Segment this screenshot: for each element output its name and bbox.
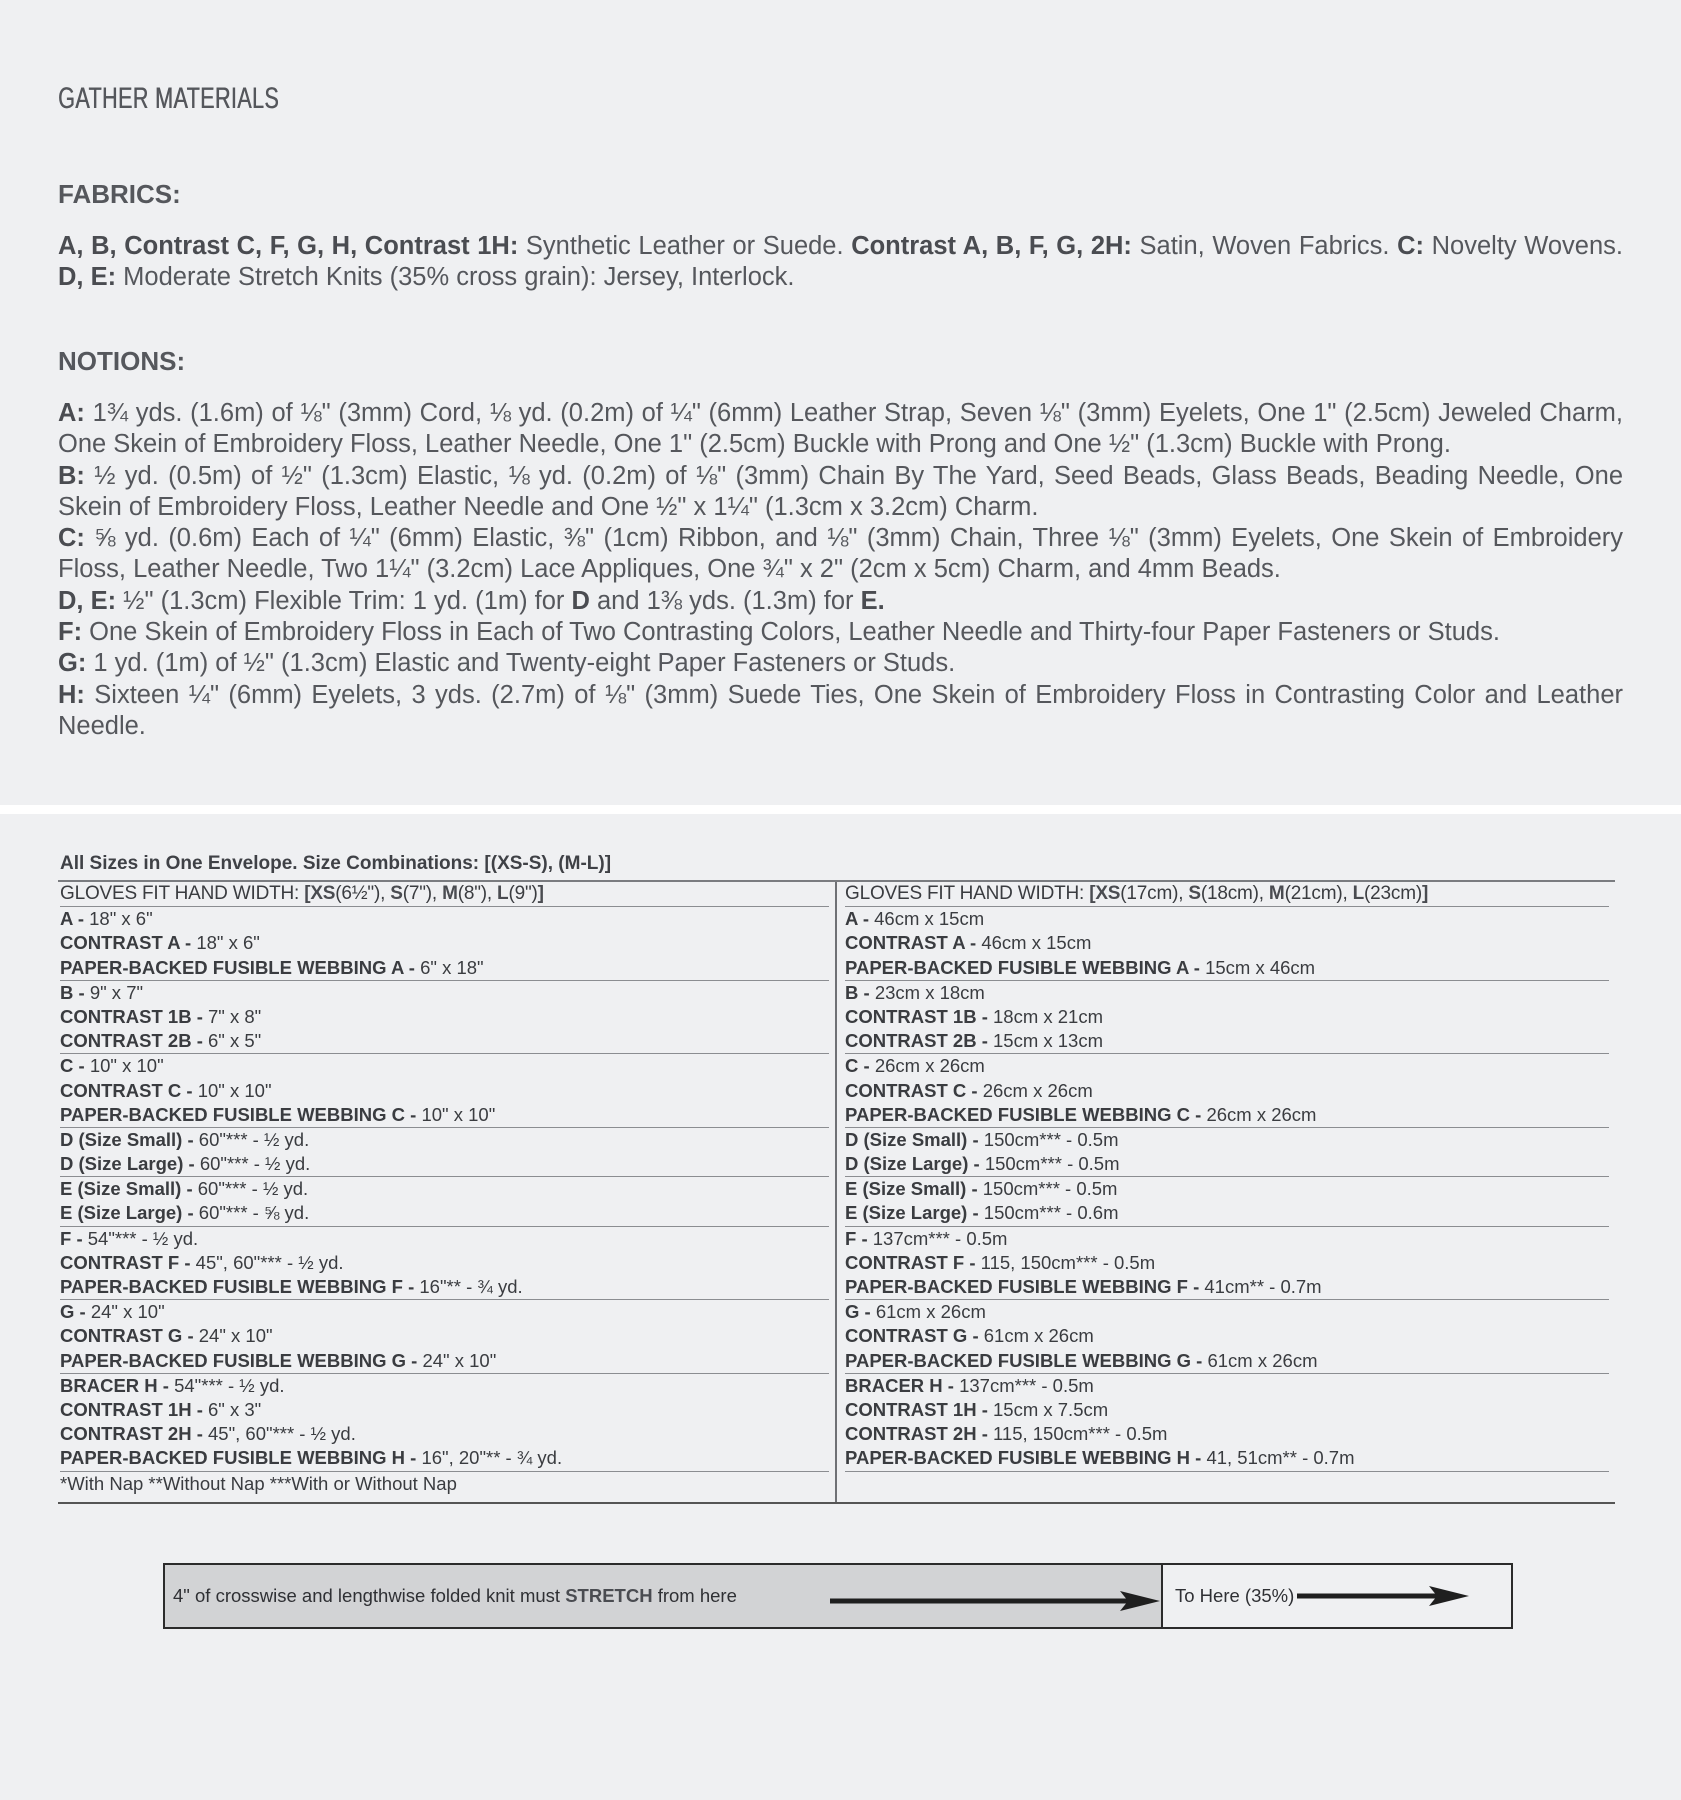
piece-amount: 15cm x 13cm	[993, 1030, 1104, 1052]
table-row	[60, 956, 829, 980]
fabrics-description	[58, 231, 1623, 294]
yardage-table-title: All Sizes in One Envelope. Size Combinations: [(XS-S), (M-L)]	[60, 853, 612, 874]
piece-label: CONTRAST 2B -	[60, 1030, 208, 1052]
table-row	[60, 1324, 829, 1348]
bracket: [	[304, 883, 311, 904]
piece-label: PAPER-BACKED FUSIBLE WEBBING H -	[845, 1447, 1207, 1469]
notion-item	[58, 461, 1623, 524]
table-row	[60, 1349, 829, 1373]
piece-label: BRACER H -	[845, 1374, 960, 1396]
piece-amount: 60"*** - ½ yd.	[199, 1153, 311, 1175]
piece-label: CONTRAST G -	[845, 1325, 984, 1347]
notion-view-label: F:	[58, 618, 83, 647]
table-row	[845, 1079, 1609, 1103]
piece-label: CONTRAST 2H -	[845, 1423, 993, 1445]
table-row	[845, 1177, 1609, 1201]
piece-amount: 46cm x 15cm	[981, 932, 1092, 954]
piece-label: PAPER-BACKED FUSIBLE WEBBING F -	[845, 1276, 1205, 1297]
view-group	[60, 1128, 829, 1177]
piece-amount: 60"*** - ½ yd.	[197, 1178, 309, 1200]
piece-label: PAPER-BACKED FUSIBLE WEBBING G -	[60, 1349, 423, 1371]
table-spacer	[845, 1472, 1609, 1502]
notion-item	[58, 398, 1623, 461]
piece-label: C -	[845, 1055, 875, 1077]
stretch-instruction-pre: 4" of crosswise and lengthwise folded knit must	[173, 1585, 566, 1606]
piece-amount: 10" x 10"	[421, 1103, 496, 1125]
size-measure: (8"),	[457, 883, 498, 904]
table-row	[60, 1227, 829, 1251]
fabric-views-label: D, E:	[58, 263, 117, 292]
piece-label: B -	[60, 981, 90, 1003]
view-group	[60, 1054, 829, 1128]
piece-amount: 26cm x 26cm	[982, 1079, 1093, 1101]
fabric-views-label: A, B, Contrast C, F, G, H, Contrast 1H:	[58, 232, 519, 260]
notion-view-label: D	[571, 586, 590, 615]
view-group	[845, 1300, 1609, 1374]
table-row	[845, 1054, 1609, 1078]
piece-amount: 54"*** - ½ yd.	[174, 1374, 285, 1396]
piece-label: F -	[60, 1227, 88, 1249]
piece-amount: 6" x 18"	[420, 956, 484, 978]
piece-label: CONTRAST 2B -	[845, 1030, 993, 1052]
piece-label: A -	[845, 908, 875, 930]
size-header-row	[845, 882, 1609, 907]
piece-amount: 115, 150cm*** - 0.5m	[980, 1251, 1156, 1273]
table-row	[845, 956, 1609, 980]
size-code: M	[442, 883, 458, 904]
piece-amount: 26cm x 26cm	[1206, 1103, 1317, 1125]
table-row	[845, 1128, 1609, 1152]
fabric-description: Novelty Wovens.	[1424, 232, 1623, 260]
piece-label: G -	[845, 1301, 876, 1323]
piece-amount: 45", 60"*** - ½ yd.	[195, 1251, 344, 1273]
piece-label: D (Size Large) -	[60, 1153, 200, 1175]
table-row	[845, 981, 1609, 1005]
piece-label: PAPER-BACKED FUSIBLE WEBBING C -	[60, 1103, 422, 1125]
table-row	[845, 1227, 1609, 1251]
size-measure: (7"),	[402, 883, 443, 904]
view-group	[845, 907, 1609, 981]
table-row	[60, 1177, 829, 1201]
nap-footnote: *With Nap **Without Nap ***With or Without Nap	[60, 1472, 457, 1494]
piece-label: CONTRAST G -	[60, 1325, 199, 1347]
notions-list	[58, 398, 1623, 742]
stretch-gauge-start	[165, 1565, 1163, 1627]
table-row	[60, 907, 829, 931]
table-row	[845, 1029, 1609, 1053]
size-code: S	[1188, 883, 1201, 904]
notion-item	[58, 586, 1623, 617]
piece-amount: 61cm x 26cm	[875, 1301, 986, 1323]
notion-view-label: B:	[58, 461, 85, 490]
table-row	[60, 931, 829, 955]
piece-amount: 41cm** - 0.7m	[1204, 1276, 1322, 1297]
table-row	[60, 1300, 829, 1324]
piece-label: CONTRAST 1H -	[845, 1398, 993, 1420]
size-code: L	[1352, 883, 1365, 904]
notion-item	[58, 617, 1623, 648]
piece-amount: 10" x 10"	[197, 1079, 272, 1101]
table-row	[845, 1251, 1609, 1275]
table-row	[60, 1029, 829, 1053]
piece-label: CONTRAST F -	[60, 1251, 196, 1273]
piece-amount: 23cm x 18cm	[874, 981, 985, 1003]
notion-item	[58, 648, 1623, 679]
view-group	[60, 907, 829, 981]
yardage-table	[58, 880, 1615, 1504]
view-group	[845, 1374, 1609, 1472]
table-row	[60, 1422, 829, 1446]
page-title: GATHER MATERIALS	[58, 82, 279, 115]
piece-label: CONTRAST C -	[60, 1079, 198, 1101]
piece-label: CONTRAST A -	[845, 932, 982, 954]
piece-label: C -	[60, 1055, 90, 1077]
bracket: [	[1089, 883, 1096, 904]
bracket: ]	[537, 883, 544, 904]
table-row	[845, 1005, 1609, 1029]
piece-amount: 61cm x 26cm	[1207, 1349, 1318, 1371]
size-measure: (21cm),	[1284, 883, 1353, 904]
table-row	[60, 1054, 829, 1078]
size-code: M	[1268, 883, 1285, 904]
table-row	[845, 1398, 1609, 1422]
size-measure: (6½"),	[335, 883, 391, 904]
table-row	[845, 1374, 1609, 1398]
table-row	[60, 1275, 829, 1299]
right-arrow-icon	[830, 1590, 1160, 1612]
notion-item	[58, 680, 1623, 743]
table-row	[60, 1079, 829, 1103]
table-row	[60, 1005, 829, 1029]
stretch-gauge-end	[1163, 1565, 1511, 1627]
piece-amount: 41, 51cm** - 0.7m	[1206, 1447, 1355, 1469]
piece-label: PAPER-BACKED FUSIBLE WEBBING C -	[845, 1103, 1207, 1125]
fabric-views-label: Contrast A, B, F, G, 2H:	[851, 232, 1132, 260]
piece-amount: 7" x 8"	[208, 1005, 262, 1027]
piece-label: E (Size Small) -	[60, 1178, 198, 1200]
notion-view-label: A:	[58, 399, 85, 427]
size-measure: (23cm)	[1364, 883, 1422, 904]
piece-label: CONTRAST A -	[60, 932, 197, 954]
stretch-gauge	[163, 1563, 1513, 1629]
bracket: ]	[1421, 883, 1429, 904]
table-row	[60, 981, 829, 1005]
fabric-views-label: C:	[1397, 232, 1425, 260]
fabric-description: Synthetic Leather or Suede.	[518, 232, 852, 260]
piece-amount: 16"** - ¾ yd.	[419, 1276, 523, 1297]
view-group	[845, 981, 1609, 1055]
fabric-description: Satin, Woven Fabrics.	[1131, 232, 1398, 260]
size-code: XS	[310, 883, 336, 904]
piece-amount: 18" x 6"	[196, 932, 260, 954]
piece-label: CONTRAST 1B -	[845, 1005, 993, 1027]
size-measure: (18cm),	[1200, 883, 1269, 904]
piece-amount: 61cm x 26cm	[983, 1325, 1094, 1347]
piece-label: PAPER-BACKED FUSIBLE WEBBING A -	[845, 956, 1206, 978]
stretch-gauge-instruction	[173, 1585, 737, 1607]
table-row	[60, 1152, 829, 1176]
imperial-column	[58, 882, 837, 1502]
view-group	[845, 1054, 1609, 1128]
size-header-row	[60, 882, 829, 907]
piece-amount: 60"*** - ⅝ yd.	[198, 1202, 310, 1224]
piece-label: D (Size Small) -	[845, 1128, 984, 1150]
piece-label: D (Size Small) -	[60, 1128, 199, 1150]
piece-label: CONTRAST C -	[845, 1079, 983, 1101]
piece-amount: 150cm*** - 0.5m	[982, 1178, 1118, 1200]
notion-view-label: H:	[58, 680, 85, 709]
piece-label: PAPER-BACKED FUSIBLE WEBBING H -	[60, 1447, 422, 1469]
notion-text: Sixteen ¼" (6mm) Eyelets, 3 yds. (2.7m) of ⅛" (3mm) Suede Ties, One Skein of Embroidery Floss in Contrasting Color and Leather Needle.	[58, 680, 1623, 740]
table-row	[845, 1446, 1609, 1470]
stretch-instruction-bold: STRETCH	[565, 1585, 653, 1606]
size-header-prefix: GLOVES FIT HAND WIDTH:	[845, 883, 1090, 904]
piece-amount: 10" x 10"	[89, 1055, 164, 1077]
table-row	[60, 1446, 829, 1470]
piece-amount: 150cm*** - 0.6m	[983, 1202, 1119, 1224]
notion-text: 1¾ yds. (1.6m) of ⅛" (3mm) Cord, ⅛ yd. (0.2m) of ¼" (6mm) Leather Strap, Seven ⅛" (3mm) Eyelets, One 1" (2.5cm) Jeweled Charm, One Skein of Embroidery Floss, Leather Needle, One 1" (2.5cm) Buckle with Prong and One ½" (1.3cm) Buckle with Prong.	[58, 399, 1623, 459]
piece-label: CONTRAST F -	[845, 1251, 981, 1273]
view-group	[60, 1300, 829, 1374]
piece-amount: 137cm*** - 0.5m	[872, 1227, 1008, 1249]
view-group	[60, 1227, 829, 1301]
piece-label: E (Size Large) -	[60, 1202, 199, 1224]
stretch-gauge-target: To Here (35%)	[1175, 1585, 1295, 1606]
piece-label: CONTRAST 2H -	[60, 1423, 208, 1445]
table-row	[845, 1349, 1609, 1373]
piece-amount: 137cm*** - 0.5m	[959, 1374, 1094, 1396]
size-code: L	[497, 883, 509, 904]
piece-amount: 46cm x 15cm	[874, 908, 985, 930]
table-row	[845, 1201, 1609, 1225]
view-group	[845, 1227, 1609, 1301]
size-measure: (17cm),	[1120, 883, 1189, 904]
table-row	[845, 907, 1609, 931]
notion-text: ½ yd. (0.5m) of ½" (1.3cm) Elastic, ⅛ yd. (0.2m) of ⅛" (3mm) Chain By The Yard, Seed Beads, Glass Beads, Beading Needle, One Skein of Embroidery Floss, Leather Needle and One ½" x 1¼" (1.3cm x 3.2cm) Charm.	[58, 461, 1623, 521]
piece-amount: 24" x 10"	[90, 1301, 165, 1323]
piece-amount: 60"*** - ½ yd.	[198, 1128, 310, 1150]
notion-text: ⅝ yd. (0.6m) Each of ¼" (6mm) Elastic, ⅜" (1cm) Ribbon, and ⅛" (3mm) Chain, Three ⅛" (3mm) Eyelets, One Skein of Embroidery Floss, Leather Needle, Two 1¼" (3.2cm) Lace Appliques, One ¾" x 2" (2cm x 5cm) Charm, and 4mm Beads.	[58, 524, 1623, 584]
piece-label: BRACER H -	[60, 1374, 175, 1396]
table-row	[845, 1152, 1609, 1176]
table-row	[845, 1275, 1609, 1299]
metric-column	[837, 882, 1615, 1502]
piece-label: G -	[60, 1301, 91, 1323]
table-row	[60, 1251, 829, 1275]
notion-text: and 1⅜ yds. (1.3m) for	[589, 586, 861, 615]
piece-label: F -	[845, 1227, 873, 1249]
view-group	[845, 1128, 1609, 1177]
table-row	[845, 1422, 1609, 1446]
notions-heading: NOTIONS:	[58, 346, 186, 376]
piece-label: PAPER-BACKED FUSIBLE WEBBING F -	[60, 1276, 420, 1297]
piece-amount: 24" x 10"	[198, 1325, 273, 1347]
notion-view-label: G:	[58, 649, 87, 678]
view-group	[845, 1177, 1609, 1226]
materials-section	[0, 0, 1681, 805]
stretch-instruction-post: from here	[652, 1585, 737, 1606]
piece-amount: 16", 20"** - ¾ yd.	[421, 1447, 563, 1469]
notion-view-label: E.	[860, 586, 885, 615]
table-row	[845, 1300, 1609, 1324]
notion-text: One Skein of Embroidery Floss in Each of Two Contrasting Colors, Leather Needle and Thirty-four Paper Fasteners or Studs.	[82, 618, 1500, 647]
fabric-description: Moderate Stretch Knits (35% cross grain): Jersey, Interlock.	[116, 263, 795, 292]
table-row	[60, 1398, 829, 1422]
table-row	[60, 1103, 829, 1127]
size-code: XS	[1095, 883, 1121, 904]
section-divider	[0, 805, 1681, 814]
piece-label: PAPER-BACKED FUSIBLE WEBBING A -	[60, 956, 421, 978]
notion-view-label: C:	[58, 524, 85, 553]
piece-amount: 15cm x 46cm	[1205, 956, 1316, 978]
view-group	[60, 981, 829, 1055]
piece-amount: 18" x 6"	[89, 908, 153, 930]
table-row	[845, 1324, 1609, 1348]
table-row	[60, 1128, 829, 1152]
notion-text: ½" (1.3cm) Flexible Trim: 1 yd. (1m) for	[116, 586, 572, 615]
piece-label: A -	[60, 908, 90, 930]
table-row	[845, 1103, 1609, 1127]
piece-label: B -	[845, 981, 875, 1003]
piece-label: PAPER-BACKED FUSIBLE WEBBING G -	[845, 1349, 1208, 1371]
size-code: S	[390, 883, 403, 904]
piece-label: CONTRAST 1H -	[60, 1398, 208, 1420]
piece-amount: 15cm x 7.5cm	[993, 1398, 1109, 1420]
piece-amount: 115, 150cm*** - 0.5m	[993, 1423, 1168, 1445]
piece-amount: 9" x 7"	[89, 981, 144, 1003]
piece-label: E (Size Large) -	[845, 1202, 984, 1224]
piece-amount: 6" x 5"	[208, 1030, 262, 1052]
piece-amount: 54"*** - ½ yd.	[87, 1227, 199, 1249]
piece-amount: 24" x 10"	[422, 1349, 497, 1371]
table-row	[845, 931, 1609, 955]
notion-view-label: D, E:	[58, 586, 117, 615]
right-arrow-icon	[1297, 1585, 1469, 1607]
size-measure: (9")	[508, 883, 538, 904]
fabrics-heading: FABRICS:	[58, 179, 181, 209]
notion-text: 1 yd. (1m) of ½" (1.3cm) Elastic and Twenty-eight Paper Fasteners or Studs.	[86, 649, 956, 678]
piece-amount: 150cm*** - 0.5m	[983, 1128, 1119, 1150]
notion-item	[58, 523, 1623, 586]
piece-amount: 150cm*** - 0.5m	[984, 1153, 1120, 1175]
view-group	[60, 1177, 829, 1226]
piece-label: CONTRAST 1B -	[60, 1005, 208, 1027]
piece-amount: 26cm x 26cm	[874, 1055, 985, 1077]
table-row	[60, 1374, 829, 1398]
piece-amount: 18cm x 21cm	[993, 1005, 1104, 1027]
size-header-prefix: GLOVES FIT HAND WIDTH:	[60, 883, 305, 904]
table-row	[60, 1201, 829, 1225]
piece-amount: 45", 60"*** - ½ yd.	[208, 1423, 356, 1445]
piece-label: D (Size Large) -	[845, 1153, 985, 1175]
view-group	[60, 1374, 829, 1472]
piece-label: E (Size Small) -	[845, 1178, 983, 1200]
piece-amount: 6" x 3"	[208, 1398, 262, 1420]
